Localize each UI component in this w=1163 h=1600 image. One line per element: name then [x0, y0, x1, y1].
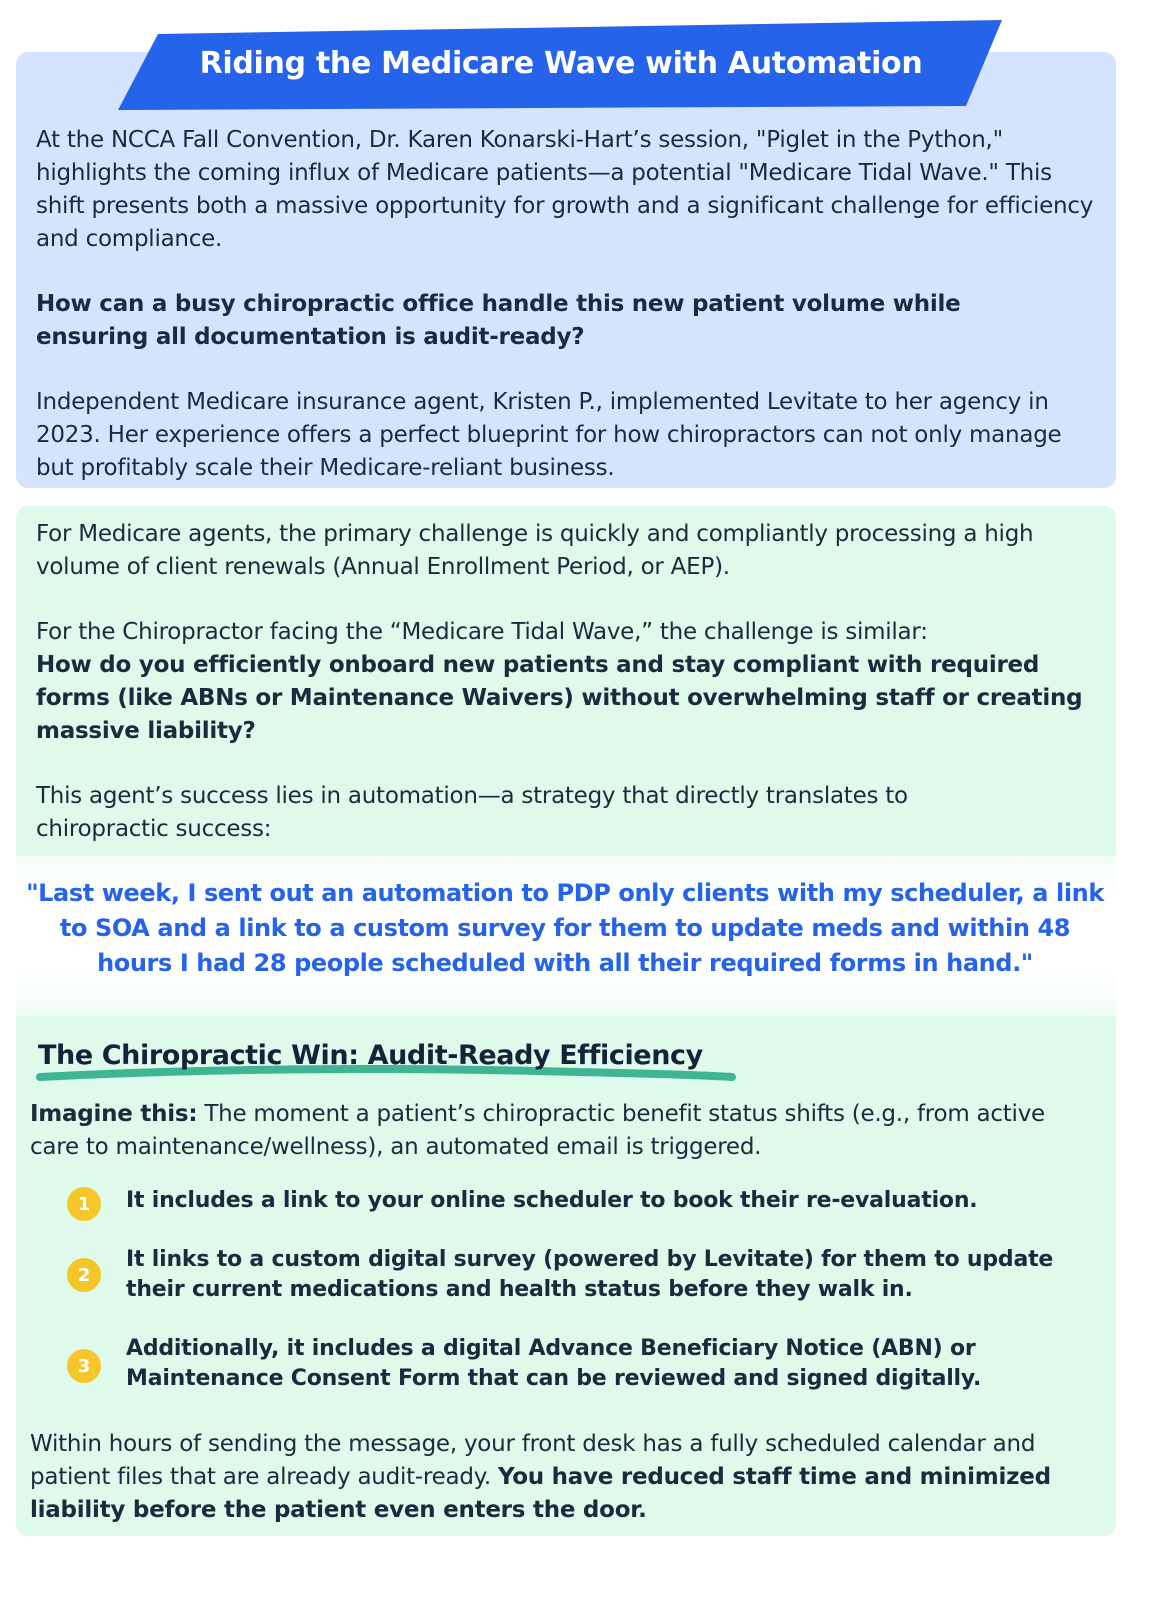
imagine-text: The moment a patient’s chiropractic benefit status shifts (e.g., from active care to maintenance/wellness), an automated email is triggered.	[30, 1101, 1045, 1160]
step-number-2: 2	[67, 1258, 101, 1292]
closing-paragraph	[30, 1428, 1100, 1527]
step-item-3: Additionally, it includes a digital Advance Beneficiary Notice (ABN) or Maintenance Consent Form that can be reviewed and signed digitally.	[126, 1336, 982, 1391]
testimonial-quote: "Last week, I sent out an automation to PDP only clients with my scheduler, a link to SOA and a link to a custom survey for them to update meds and within 48 hours I had 28 people scheduled with all their required forms in hand."	[26, 879, 1104, 977]
challenge-paragraph: For Medicare agents, the primary challenge is quickly and compliantly processing a high volume of client renewals (Annual Enrollment Period, or AEP).	[36, 521, 1034, 580]
imagine-paragraph	[30, 1098, 1090, 1164]
chiropractor-paragraph	[36, 616, 1096, 748]
imagine-label: Imagine this:	[30, 1101, 198, 1127]
step-number-1: 1	[67, 1187, 101, 1221]
step-item-2: It links to a custom digital survey (powered by Levitate) for them to update their current medications and health status before they walk in.	[126, 1247, 1054, 1302]
intro-paragraph: At the NCCA Fall Convention, Dr. Karen Konarski-Hart’s session, "Piglet in the Python," highlights the coming influx of Medicare patients—a potential "Medicare Tidal Wave." This shift presents both a massive opportunity for growth and a significant challenge for efficiency and compliance.	[36, 127, 1094, 252]
closing-bold: You have reduced staff time and minimized liability before the patient even enters the door.	[30, 1464, 1051, 1523]
step-item-1: It includes a link to your online scheduler to book their re-evaluation.	[126, 1188, 978, 1213]
agent-paragraph: Independent Medicare insurance agent, Kristen P., implemented Levitate to her agency in 2023. Her experience offers a perfect blueprint for how chiropractors can not only manage but profitably scale their Medicare-reliant business.	[36, 389, 1062, 481]
success-paragraph: This agent’s success lies in automation—a strategy that directly translates to chiropractic success:	[36, 783, 908, 842]
page-title: Riding the Medicare Wave with Automation	[199, 45, 923, 81]
step-number-3: 3	[67, 1349, 101, 1383]
chiropractor-lead: For the Chiropractor facing the “Medicare Tidal Wave,” the challenge is similar:	[36, 619, 928, 645]
chiropractor-question: How do you efficiently onboard new patients and stay compliant with required forms (like ABNs or Maintenance Waivers) without overwhelming staff or creating massive liability?	[36, 652, 1083, 744]
section-title: The Chiropractic Win: Audit-Ready Efficiency	[38, 1040, 703, 1071]
intro-question: How can a busy chiropractic office handle this new patient volume while ensuring all documentation is audit-ready?	[36, 291, 961, 350]
title-banner	[118, 20, 1004, 112]
closing-text: Within hours of sending the message, your front desk has a fully scheduled calendar and patient files that are already audit-ready.	[30, 1431, 1036, 1490]
